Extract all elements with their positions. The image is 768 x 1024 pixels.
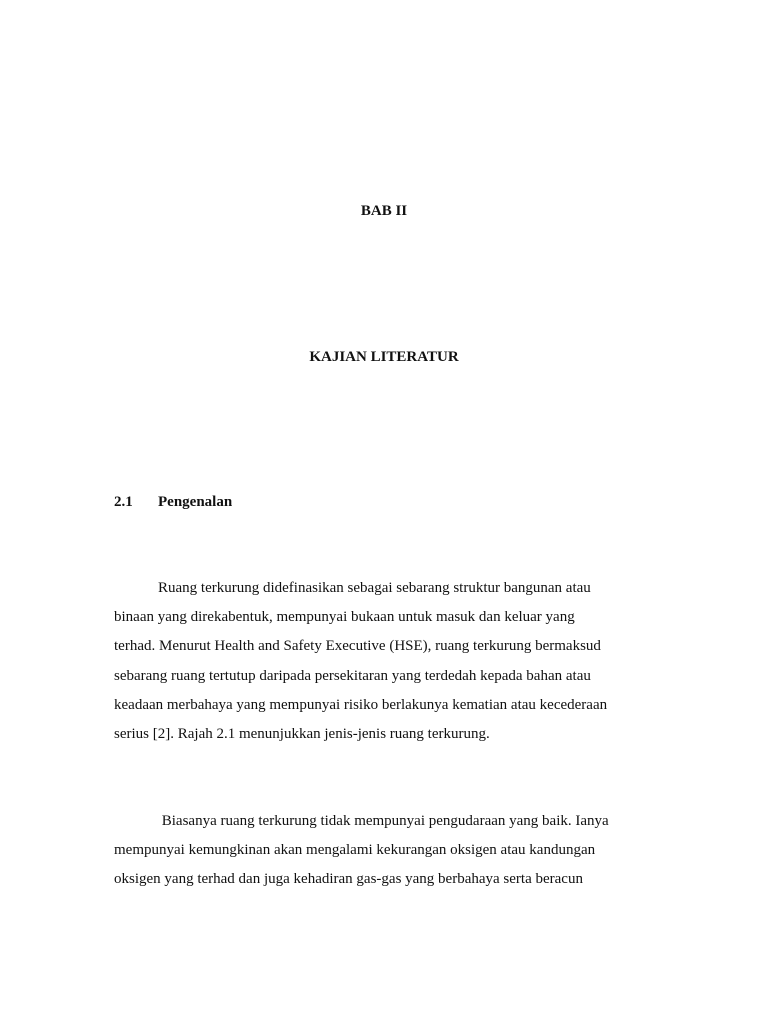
section-number: 2.1 [114,494,133,510]
chapter-title: KAJIAN LITERATUR [309,349,459,365]
paragraph-line: oksigen yang terhad dan juga kehadiran gas-gas yang berbahaya serta beracun [114,871,583,888]
paragraph-line: keadaan merbahaya yang mempunyai risiko berlakunya kematian atau kecederaan [114,696,608,713]
chapter-label: BAB II [360,203,408,219]
paragraph-line: serius [2]. Rajah 2.1 menunjukkan jenis-jenis ruang terkurung. [114,726,490,743]
paragraph-line: Biasanya ruang terkurung tidak mempunyai pengudaraan yang baik. Ianya [158,813,609,829]
paragraph-2 [114,807,609,895]
paragraph-line: binaan yang direkabentuk, mempunyai bukaan untuk masuk dan keluar yang [114,609,575,626]
paragraph-line: sebarang ruang tertutup daripada persekitaran yang terdedah kepada bahan atau [114,667,591,684]
paragraph-line: terhad. Menurut Health and Safety Executive (HSE), ruang terkurung bermaksud [114,638,601,655]
paragraph-line: mempunyai kemungkinan akan mengalami kekurangan oksigen atau kandungan [114,842,596,859]
section-title: Pengenalan [158,494,233,510]
section-heading [114,494,232,511]
paragraph-1 [114,574,607,749]
paragraph-line: Ruang terkurung didefinasikan sebagai sebarang struktur bangunan atau [158,580,591,596]
